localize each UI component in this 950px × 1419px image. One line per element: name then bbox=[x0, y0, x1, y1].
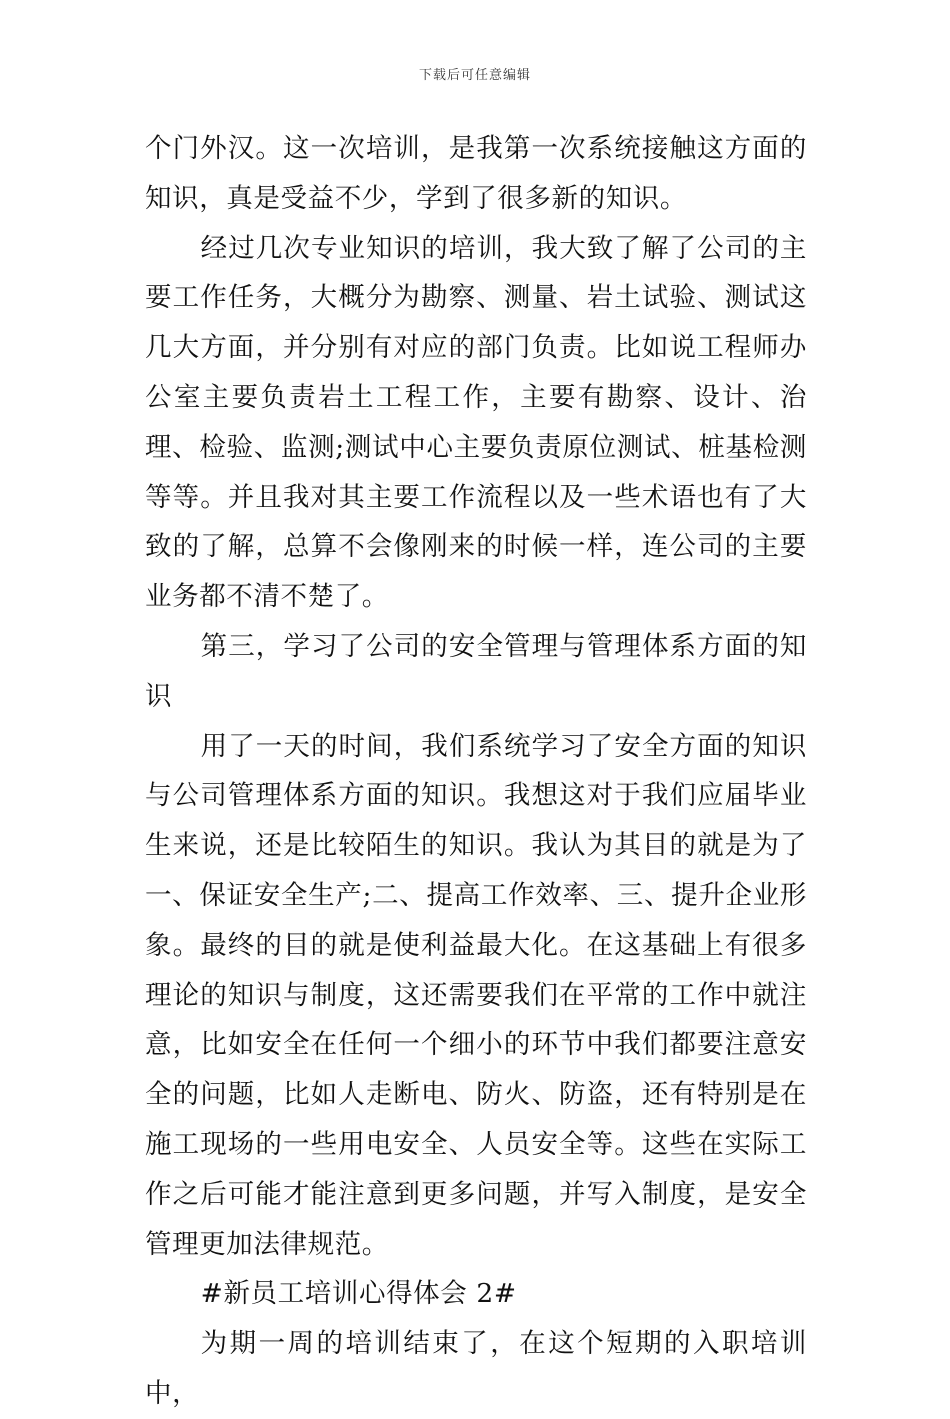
paragraph-1: 个门外汉。这一次培训，是我第一次系统接触这方面的知识，真是受益不少，学到了很多新的知识。 bbox=[145, 133, 807, 214]
section-heading-safety: 第三，学习了公司的安全管理与管理体系方面的知识 bbox=[145, 630, 807, 712]
paragraph-4: 用了一天的时间，我们系统学习了安全方面的知识与公司管理体系方面的知识。我想这对于我们应届毕业生来说，还是比较陌生的知识。我认为其目的就是为了一、保证安全生产;二、提高工作效率、三、提升企业形象。最终的目的就是使利益最大化。在这基础上有很多理论的知识与制度，这还需要我们在平常的工作中就注意，比如安全在任何一个细小的环节中我们都要注意安全的问题，比如人走断电、防火、防盗，还有特别是在施工现场的一些用电安全、人员安全等。这些在实际工作之后可能才能注意到更多问题，并写入制度，是安全管理更加法律规范。 bbox=[145, 730, 807, 1260]
page-header-note: 下载后可任意编辑 bbox=[418, 68, 531, 83]
paragraph-6: 为期一周的培训结束了，在这个短期的入职培训中， bbox=[145, 1328, 807, 1409]
section-heading-part-2: #新员工培训心得体会 2# bbox=[200, 1278, 517, 1310]
paragraph-2: 经过几次专业知识的培训，我大致了解了公司的主要工作任务，大概分为勘察、测量、岩土试验、测试这几大方面，并分别有对应的部门负责。比如说工程师办公室主要负责岩土工程工作，主要有勘察、设计、治理、检验、监测;测试中心主要负责原位测试、桩基检测等等。并且我对其主要工作流程以及一些术语也有了大致的了解，总算不会像刚来的时候一样，连公司的主要业务都不清不楚了。 bbox=[145, 232, 807, 613]
document-body bbox=[145, 124, 807, 1419]
